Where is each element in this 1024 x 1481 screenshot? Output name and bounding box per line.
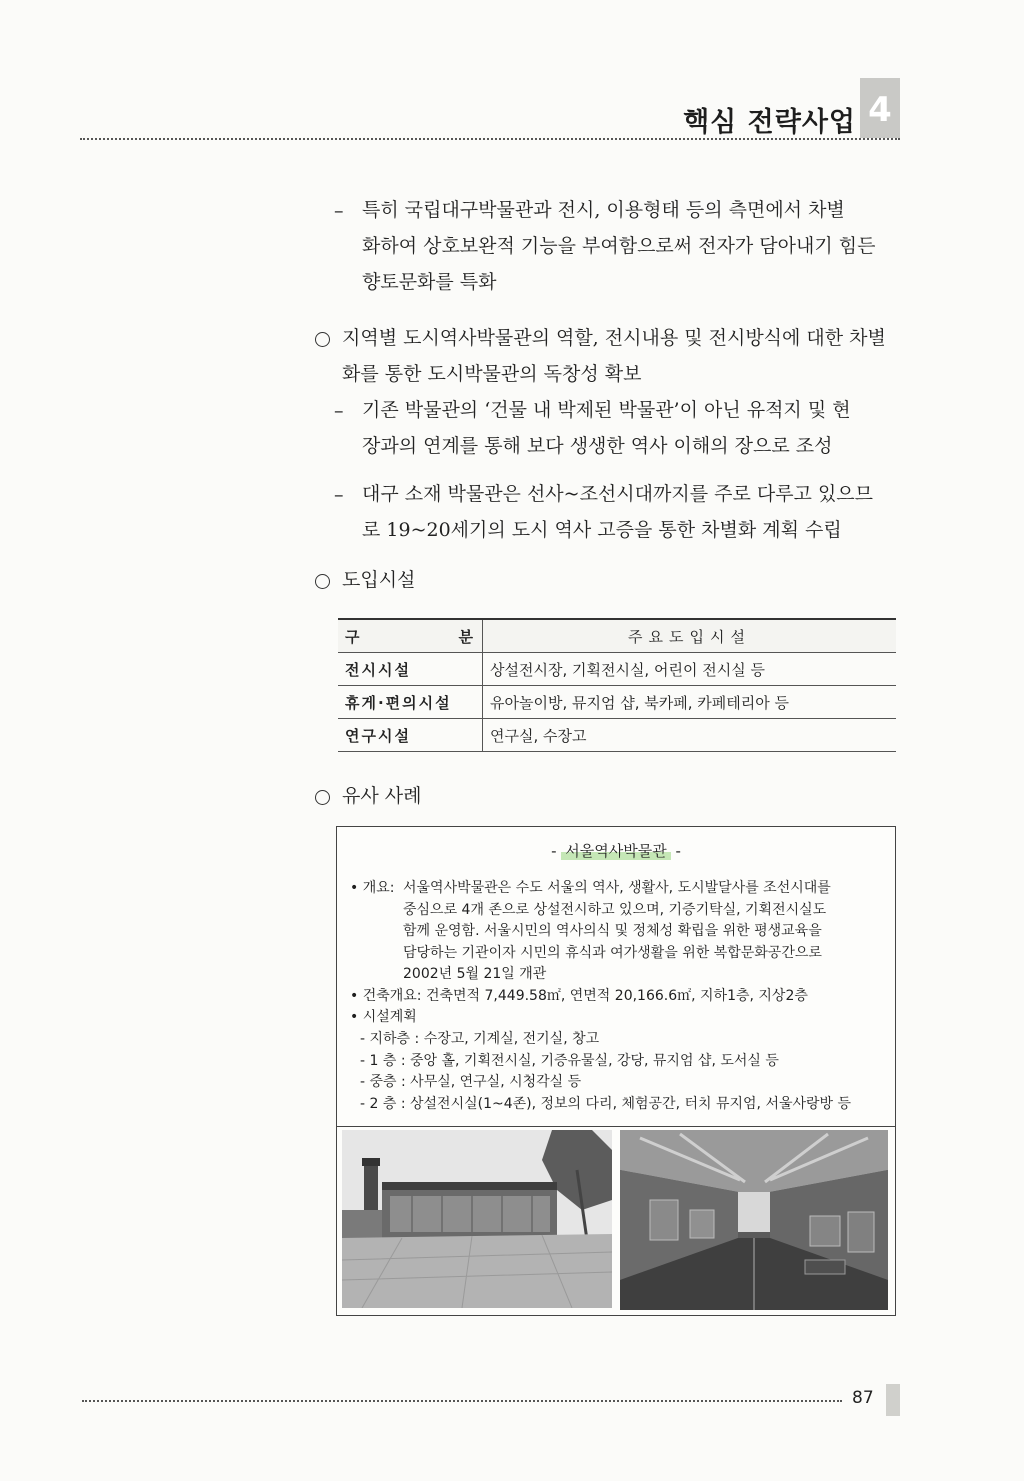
circle-bullet <box>315 790 330 805</box>
paragraph-4 <box>362 476 873 548</box>
facilities-heading: 도입시설 <box>342 569 416 591</box>
table-cell-facilities: 연구실, 수장고 <box>483 719 897 752</box>
plan-label: • 시설계획 <box>350 1009 417 1025</box>
museum-interior-photo <box>620 1130 888 1310</box>
paragraph-2 <box>342 320 886 392</box>
table-header-category: 구 분 <box>338 619 483 653</box>
table-cell-category: 연구시설 <box>338 719 483 752</box>
text-line: 기존 박물관의 ‘건물 내 박제된 박물관’이 아닌 유적지 및 현 <box>362 399 851 421</box>
overview-label: • 개요: <box>350 880 395 896</box>
cases-heading: 유사 사례 <box>342 785 422 807</box>
overview-line: 담당하는 기관이자 시민의 휴식과 여가생활을 위한 복합문화공간으로 <box>403 944 822 961</box>
plan-item: - 중층 : 사무실, 연구실, 시청각실 등 <box>360 1074 582 1090</box>
footer-tab <box>886 1384 900 1416</box>
text-line: 로 19~20세기의 도시 역사 고증을 통한 차별화 계획 수립 <box>362 519 842 541</box>
footer-divider <box>82 1400 842 1402</box>
overview-line: 중심으로 4개 존으로 상설전시하고 있으며, 기증기탁실, 기획전시실도 <box>403 901 827 918</box>
dash-bullet: – <box>334 400 344 422</box>
plan-item: - 지하층 : 수장고, 기계실, 전기실, 창고 <box>360 1031 600 1047</box>
header-divider <box>80 138 900 140</box>
text-line: 향토문화를 특화 <box>362 271 497 293</box>
overview-line: 2002년 5월 21일 개관 <box>403 966 547 982</box>
text-line: 화하여 상호보완적 기능을 부여함으로써 전자가 담아내기 힘든 <box>362 235 876 257</box>
section-header-title: 핵심 전략사업 <box>683 107 856 138</box>
plan-item: - 1 층 : 중앙 홀, 기획전시실, 기증유물실, 강당, 뮤지엄 샵, 도서실 등 <box>360 1052 779 1069</box>
table-cell-facilities: 상설전시장, 기획전시실, 어린이 전시실 등 <box>483 653 897 686</box>
building-overview: • 건축개요: 건축면적 7,449.58㎡, 연면적 20,166.6㎡, 지하1층, 지상2층 <box>350 988 808 1004</box>
table-row <box>338 653 896 686</box>
plan-list <box>360 1029 851 1115</box>
text-line: 대구 소재 박물관은 선사~조선시대까지를 주로 다루고 있으므 <box>362 483 874 505</box>
table-cell-facilities: 유아놀이방, 뮤지엄 샵, 북카페, 카페테리아 등 <box>483 686 897 719</box>
table-header-row <box>338 619 896 653</box>
table-row <box>338 686 896 719</box>
overview-line: 서울역사박물관은 수도 서울의 역사, 생활사, 도시발달사를 조선시대를 <box>403 880 831 896</box>
text-line: 지역별 도시역사박물관의 역할, 전시내용 및 전시방식에 대한 차별 <box>342 327 886 349</box>
text-line: 화를 통한 도시박물관의 독창성 확보 <box>342 363 642 385</box>
overview-text <box>403 878 831 986</box>
museum-exterior-photo <box>342 1130 612 1308</box>
case-title: - 서울역사박물관 - <box>551 842 681 860</box>
plan-item: - 2 층 : 상설전시실(1~4존), 정보의 다리, 체험공간, 터치 뮤지엄, 서울사랑방 등 <box>360 1095 852 1112</box>
case-title-text: 서울역사박물관 <box>561 842 670 860</box>
dash-bullet: – <box>334 200 344 222</box>
table-row <box>338 719 896 752</box>
circle-bullet <box>315 574 330 589</box>
text-line: 특히 국립대구박물관과 전시, 이용형태 등의 측면에서 차별 <box>362 199 845 221</box>
chapter-number: 4 <box>868 90 892 130</box>
dash-bullet: – <box>334 484 344 506</box>
paragraph-3 <box>362 392 851 464</box>
table-cell-category: 휴게·편의시설 <box>338 686 483 719</box>
table-header-facilities: 주요도입시설 <box>483 619 897 653</box>
circle-bullet <box>315 332 330 347</box>
text-line: 장과의 연계를 통해 보다 생생한 역사 이해의 장으로 조성 <box>362 435 833 457</box>
table-cell-category: 전시시설 <box>338 653 483 686</box>
page-number: 87 <box>852 1388 874 1408</box>
case-divider <box>336 1126 896 1127</box>
paragraph-1 <box>362 192 875 300</box>
overview-line: 함께 운영함. 서울시민의 역사의식 및 정체성 확립을 위한 평생교육을 <box>403 923 822 939</box>
facility-table <box>338 618 896 752</box>
